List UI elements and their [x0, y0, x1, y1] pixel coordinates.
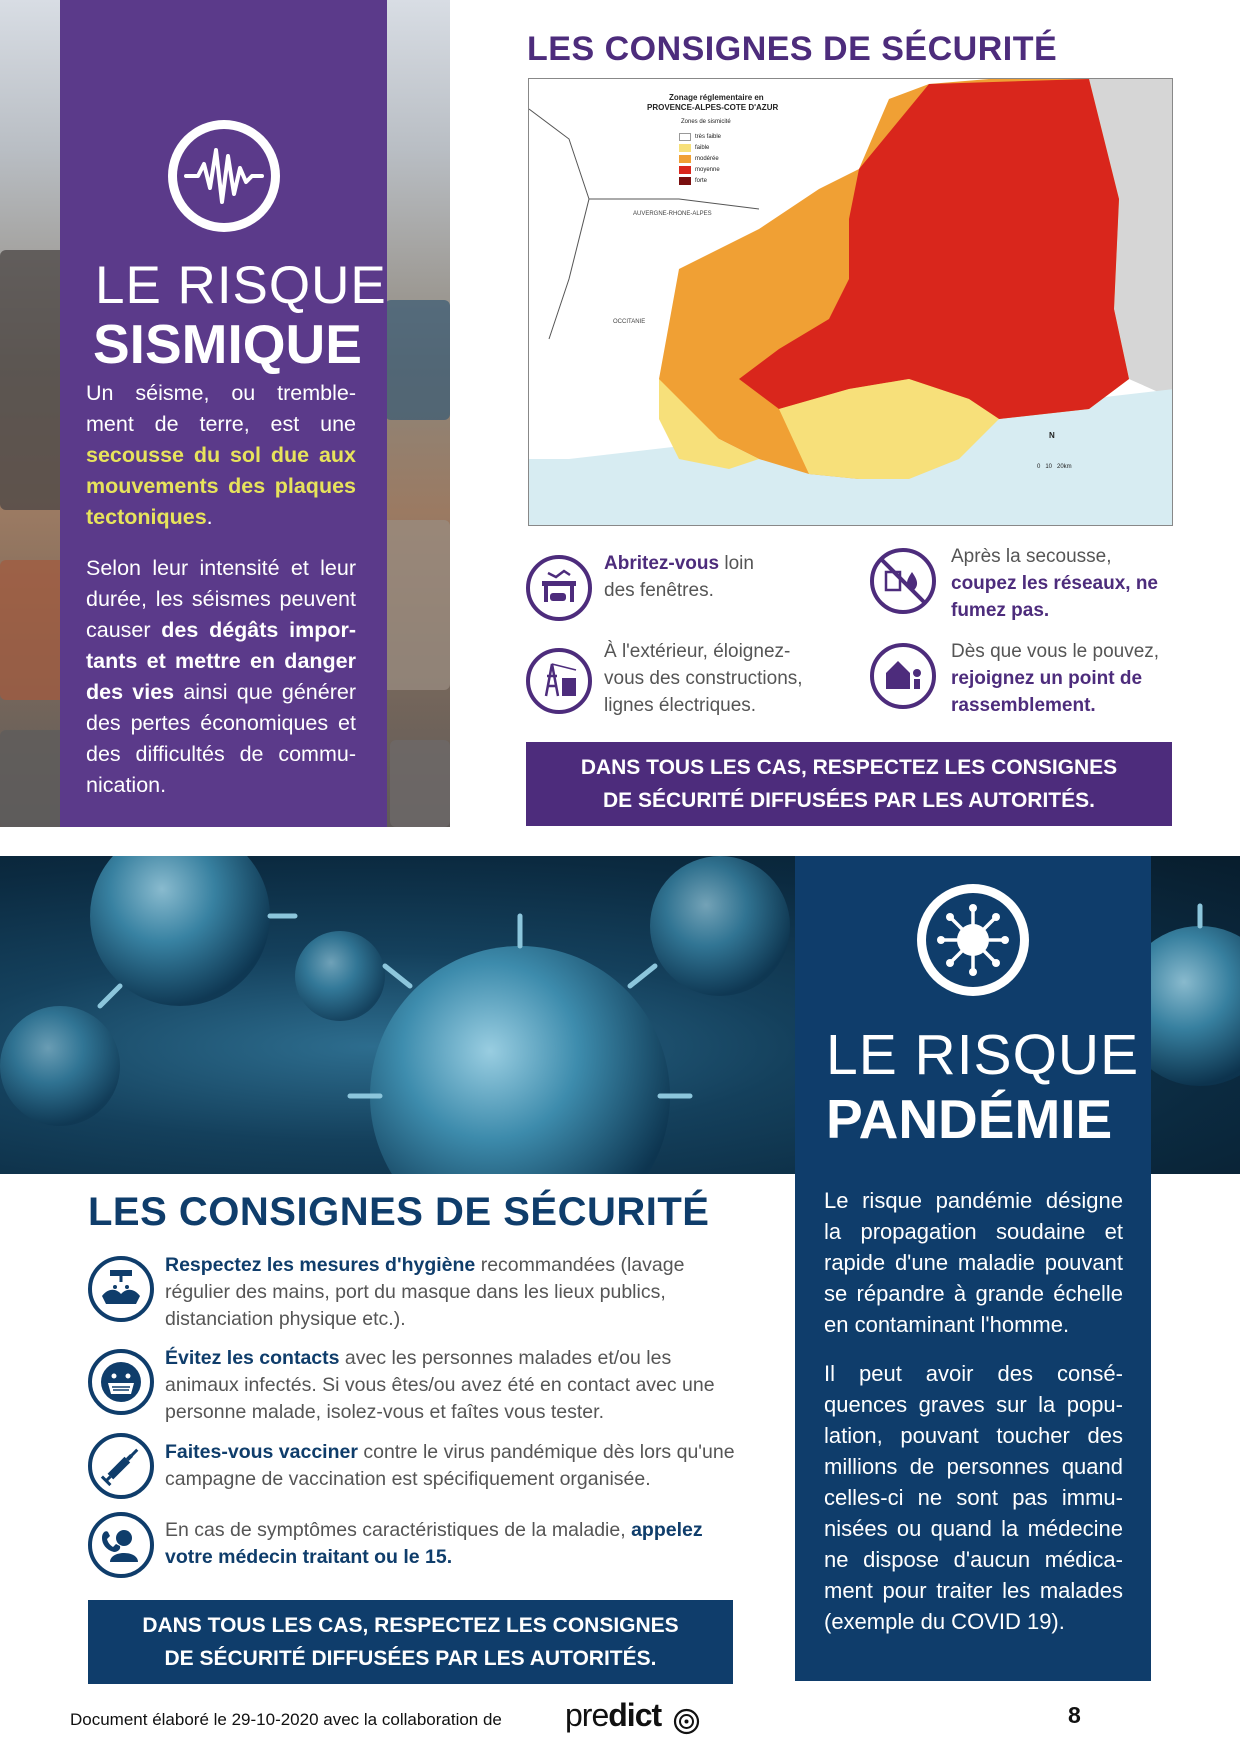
- legend-row: [679, 164, 721, 175]
- map-scale: 0 10 20km: [1037, 464, 1072, 470]
- predict-logo: [565, 1697, 661, 1734]
- logo-text-bold: dict: [608, 1697, 662, 1733]
- legend-row: [679, 142, 721, 153]
- tip-pre: Après la secousse,: [951, 546, 1112, 567]
- no-gas-no-smoking-icon: [870, 548, 936, 614]
- phone-doctor-icon: [88, 1512, 154, 1578]
- tip-rest: contre le virus pandémique dès lors qu'une campagne de vaccination est spécifiquement organisée.: [165, 1441, 735, 1490]
- pandemic-section-title: LES CONSIGNES DE SÉCURITÉ: [88, 1190, 710, 1234]
- legend-label: très faible: [695, 133, 722, 140]
- pandemic-banner-line2: DE SÉCURITÉ DIFFUSÉES PAR LES AUTORITÉS.: [164, 1647, 657, 1670]
- face-mask-icon: [88, 1349, 154, 1415]
- seismic-title-bold: SISMIQUE: [93, 313, 362, 375]
- seismograph-icon: [164, 116, 284, 236]
- map-title-1: Zonage réglementaire en: [669, 93, 764, 102]
- seismic-banner: [526, 742, 1172, 826]
- pandemic-tip-hygiene: [165, 1252, 745, 1333]
- pandemic-intro: Le risque pandémie désigne la propagation soudaine et rapide d'une maladie pouvant se répandre à grande échelle en contaminant l'homme.: [824, 1188, 1123, 1337]
- seismic-section-title: LES CONSIGNES DE SÉCURITÉ: [527, 30, 1058, 68]
- syringe-icon: [88, 1433, 154, 1499]
- seismic-intro-end: .: [206, 505, 213, 529]
- logo-text-pre: pre: [565, 1697, 609, 1733]
- tip-bold: appelez votre médecin traitant ou le 15.: [165, 1519, 703, 1568]
- seismic-intro-highlight: secousse du sol due aux mouvements des plaques tectoniques: [86, 443, 356, 529]
- legend-row: [679, 153, 721, 164]
- virus-icon: [913, 880, 1033, 1000]
- footer-credit: Document élaboré le 29-10-2020 avec la collaboration de: [70, 1710, 502, 1729]
- pandemic-details: Il peut avoir des consé-quences graves sur la popu-lation, pouvant toucher des millions de personnes quand celles-ci ne sont pas immu-nisées ou quand la médecine ne dispose d'aucun médica-ment pour traiter les malades (exemple du COVID 19).: [824, 1361, 1123, 1634]
- seismic-intro-text: Un séisme, ou tremble-ment de terre, est une: [86, 381, 356, 436]
- map-legend-title: Zones de sismicité: [681, 119, 731, 125]
- tip-pre: En cas de symptômes caractéristiques de la maladie,: [165, 1519, 632, 1541]
- seismic-banner-line2: DE SÉCURITÉ DIFFUSÉES PAR LES AUTORITÉS.: [602, 789, 1095, 812]
- seismic-details: [86, 553, 356, 801]
- seismic-tip-shelter: [604, 550, 784, 604]
- tip-rest: loin des fenêtres.: [604, 553, 754, 601]
- tip-bold: rejoignez un point de rassemblement.: [951, 668, 1143, 716]
- map-legend: [679, 131, 721, 186]
- pandemic-banner: [88, 1600, 733, 1684]
- legend-row: [679, 175, 721, 186]
- seismic-intro: [86, 378, 356, 533]
- seismic-details-end: ainsi que générer des pertes économiques et des difficultés de commu-nication.: [86, 680, 356, 797]
- legend-label: faible: [695, 144, 710, 151]
- seismic-banner-line1: DANS TOUS LES CAS, RESPECTEZ LES CONSIGNES: [580, 756, 1118, 779]
- map-region-north: AUVERGNE-RHONE-ALPES: [633, 211, 712, 217]
- seismic-tip-networks: [951, 543, 1181, 624]
- seismic-zoning-map: [528, 78, 1173, 526]
- power-lines-icon: [526, 648, 592, 714]
- seismic-tip-assembly: [951, 638, 1181, 719]
- tip-bold: Faites-vous vacciner: [165, 1441, 358, 1463]
- pandemic-title-light: LE RISQUE: [826, 1023, 1140, 1087]
- seismic-details-text: Selon leur intensité et leur durée, les séismes peuvent causer: [86, 556, 356, 642]
- pandemic-title-bold: PANDÉMIE: [826, 1088, 1113, 1150]
- tip-rest: recommandées (lavage régulier des mains, port du masque dans les lieux publics, distanciation physique etc.).: [165, 1254, 685, 1330]
- legend-label: modérée: [695, 155, 719, 162]
- tip-bold: Respectez les mesures d'hygiène: [165, 1254, 476, 1276]
- zoning-map-graphic: [529, 79, 1173, 526]
- tip-rest: avec les personnes malades et/ou les animaux infectés. Si vous êtes/ou avez été en contact avec une personne malade, isolez-vous et faîtes vous tester.: [165, 1347, 715, 1423]
- tip-bold: coupez les réseaux, ne fumez pas.: [951, 573, 1158, 621]
- shelter-table-icon: [526, 555, 592, 621]
- pandemic-tip-contacts: [165, 1345, 745, 1426]
- seismic-tip-outside: [604, 638, 829, 719]
- pandemic-tip-call: [165, 1517, 745, 1571]
- tip-bold: Abritez-vous: [604, 553, 720, 574]
- pandemic-tip-vaccine: [165, 1439, 745, 1493]
- legend-label: moyenne: [695, 166, 720, 173]
- page-number: 8: [1068, 1702, 1081, 1728]
- map-north-arrow: N: [1049, 431, 1055, 440]
- tip-pre: À l'extérieur, éloignez-vous des constructions, lignes électriques.: [604, 641, 803, 716]
- seismic-title-light: LE RISQUE: [95, 256, 387, 315]
- map-title-2: PROVENCE-ALPES-COTE D'AZUR: [647, 103, 779, 112]
- legend-label: forte: [695, 177, 708, 184]
- seismic-details-bold: des dégâts impor-tants et mettre en danger des vies: [86, 618, 356, 704]
- tip-pre: Dès que vous le pouvez,: [951, 641, 1160, 662]
- assembly-point-icon: [870, 643, 936, 709]
- map-region-west: OCCITANIE: [613, 319, 646, 325]
- legend-row: [679, 131, 721, 142]
- handwashing-icon: [88, 1256, 154, 1322]
- tip-bold: Évitez les contacts: [165, 1347, 340, 1369]
- predict-logo-icon: [673, 1708, 700, 1735]
- pandemic-banner-line1: DANS TOUS LES CAS, RESPECTEZ LES CONSIGNES: [142, 1614, 679, 1637]
